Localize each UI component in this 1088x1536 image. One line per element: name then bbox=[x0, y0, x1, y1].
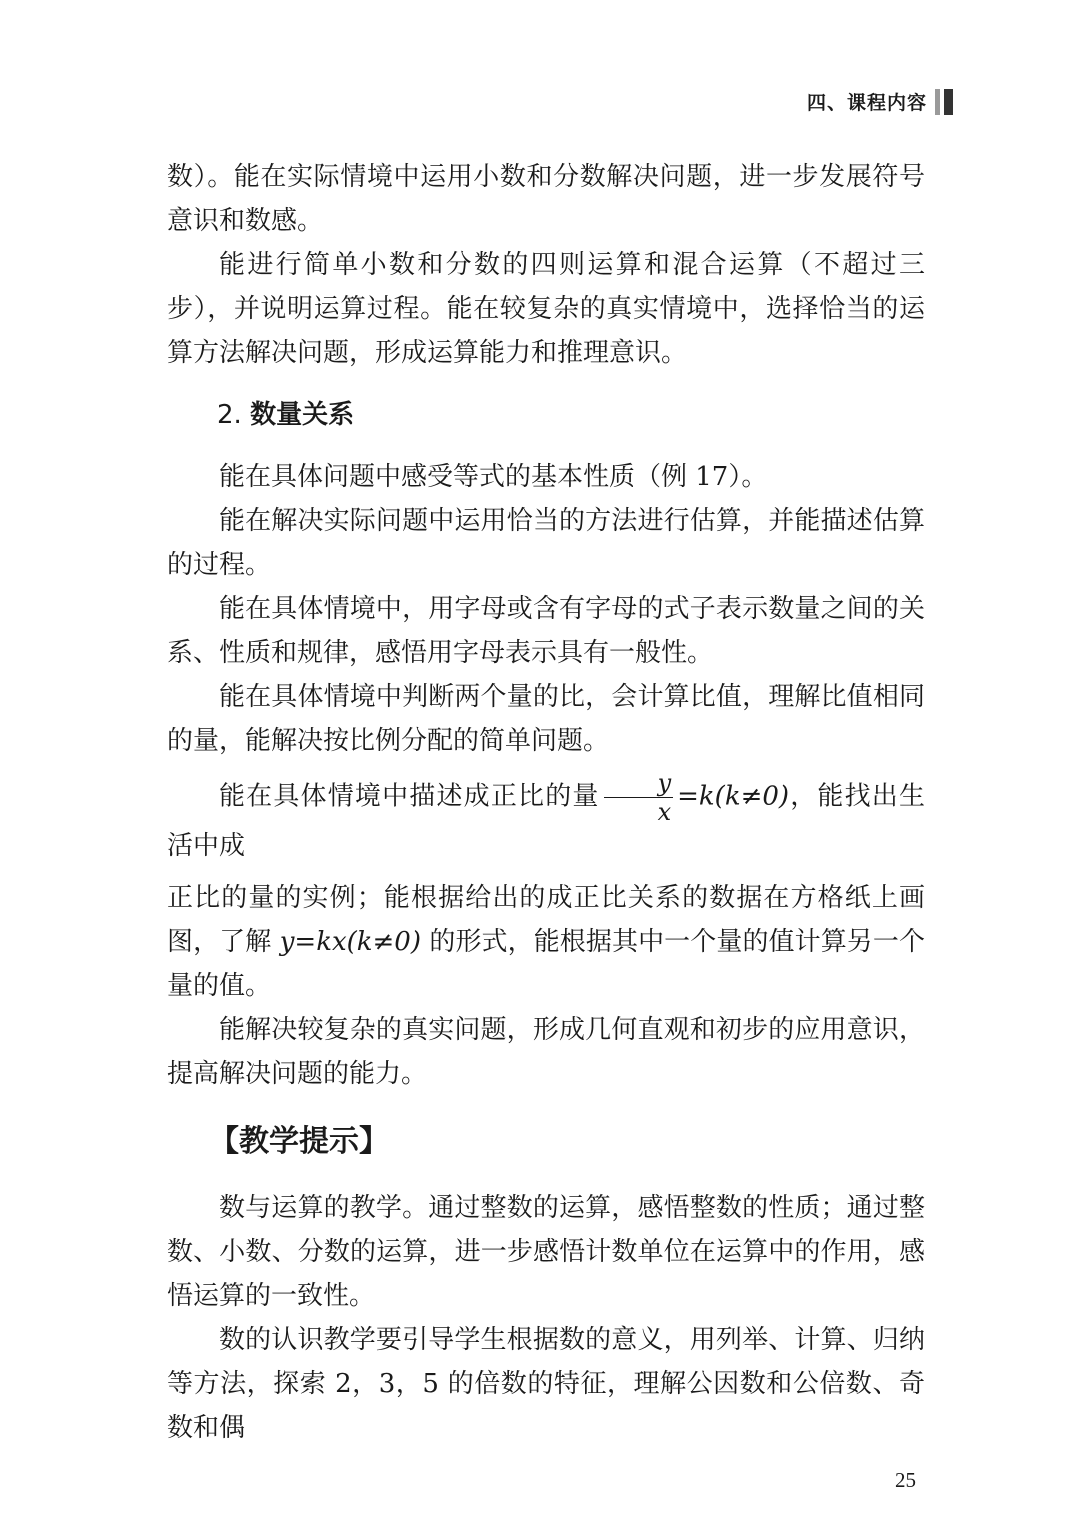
text-span: ，能找出生活中成 bbox=[167, 781, 925, 861]
chapter-title: 四、课程内容 bbox=[806, 92, 927, 114]
paragraph: 能在具体情境中，用字母或含有字母的式子表示数量之间的关系、性质和规律，感悟用字母表示具有一般性。 bbox=[167, 594, 925, 668]
fraction-denominator: x bbox=[657, 798, 672, 826]
formula: =k(k≠0) bbox=[677, 781, 790, 812]
section-title: 数量关系 bbox=[250, 400, 355, 430]
paragraph: 能解决较复杂的真实问题，形成几何直观和初步的应用意识，提高解决问题的能力。 bbox=[167, 1015, 925, 1089]
text-span: 的形式，能根据其中一个量的值计算另一个量的值。 bbox=[167, 927, 925, 1001]
teaching-tips-heading: 【教学提示】 bbox=[209, 1124, 389, 1159]
paragraph: 能在解决实际问题中运用恰当的方法进行估算，并能描述估算的过程。 bbox=[167, 506, 925, 580]
page-header bbox=[807, 88, 953, 115]
paragraph: 能在具体情境中判断两个量的比，会计算比值，理解比值相同的量，能解决按比例分配的简单问题。 bbox=[167, 682, 925, 756]
formula: y=kx(k≠0) bbox=[279, 927, 421, 957]
paragraph: 数）。能在实际情境中运用小数和分数解决问题，进一步发展符号意识和数感。 bbox=[167, 162, 925, 236]
paragraph: 数与运算的教学。通过整数的运算，感悟整数的性质；通过整数、小数、分数的运算，进一步感悟计数单位在运算中的作用，感悟运算的一致性。 bbox=[167, 1193, 925, 1311]
paragraph-continuation bbox=[167, 876, 925, 1008]
fraction-numerator: y bbox=[604, 771, 674, 798]
header-bar-icon bbox=[935, 89, 953, 115]
fraction bbox=[604, 771, 674, 824]
page-body bbox=[167, 155, 925, 1450]
section-number: 2. bbox=[217, 400, 242, 430]
section-heading bbox=[217, 393, 925, 437]
text-span: 正比的量的实例；能根据给出的成正比关系的数据在方格纸上画图，了解 bbox=[167, 883, 925, 957]
paragraph: 能进行简单小数和分数的四则运算和混合运算（不超过三步），并说明运算过程。能在较复杂的真实情境中，选择恰当的运算方法解决问题，形成运算能力和推理意识。 bbox=[167, 250, 925, 368]
paragraph: 能在具体问题中感受等式的基本性质（例 17）。 bbox=[219, 462, 768, 492]
page-number: 25 bbox=[895, 1468, 916, 1492]
paragraph: 数的认识教学要引导学生根据数的意义，用列举、计算、归纳等方法，探索 2，3，5 的倍数的特征，理解公因数和公倍数、奇数和偶 bbox=[167, 1325, 925, 1443]
text-span: 能在具体情境中描述成正比的量 bbox=[219, 781, 600, 812]
paragraph-proportion bbox=[167, 771, 925, 868]
